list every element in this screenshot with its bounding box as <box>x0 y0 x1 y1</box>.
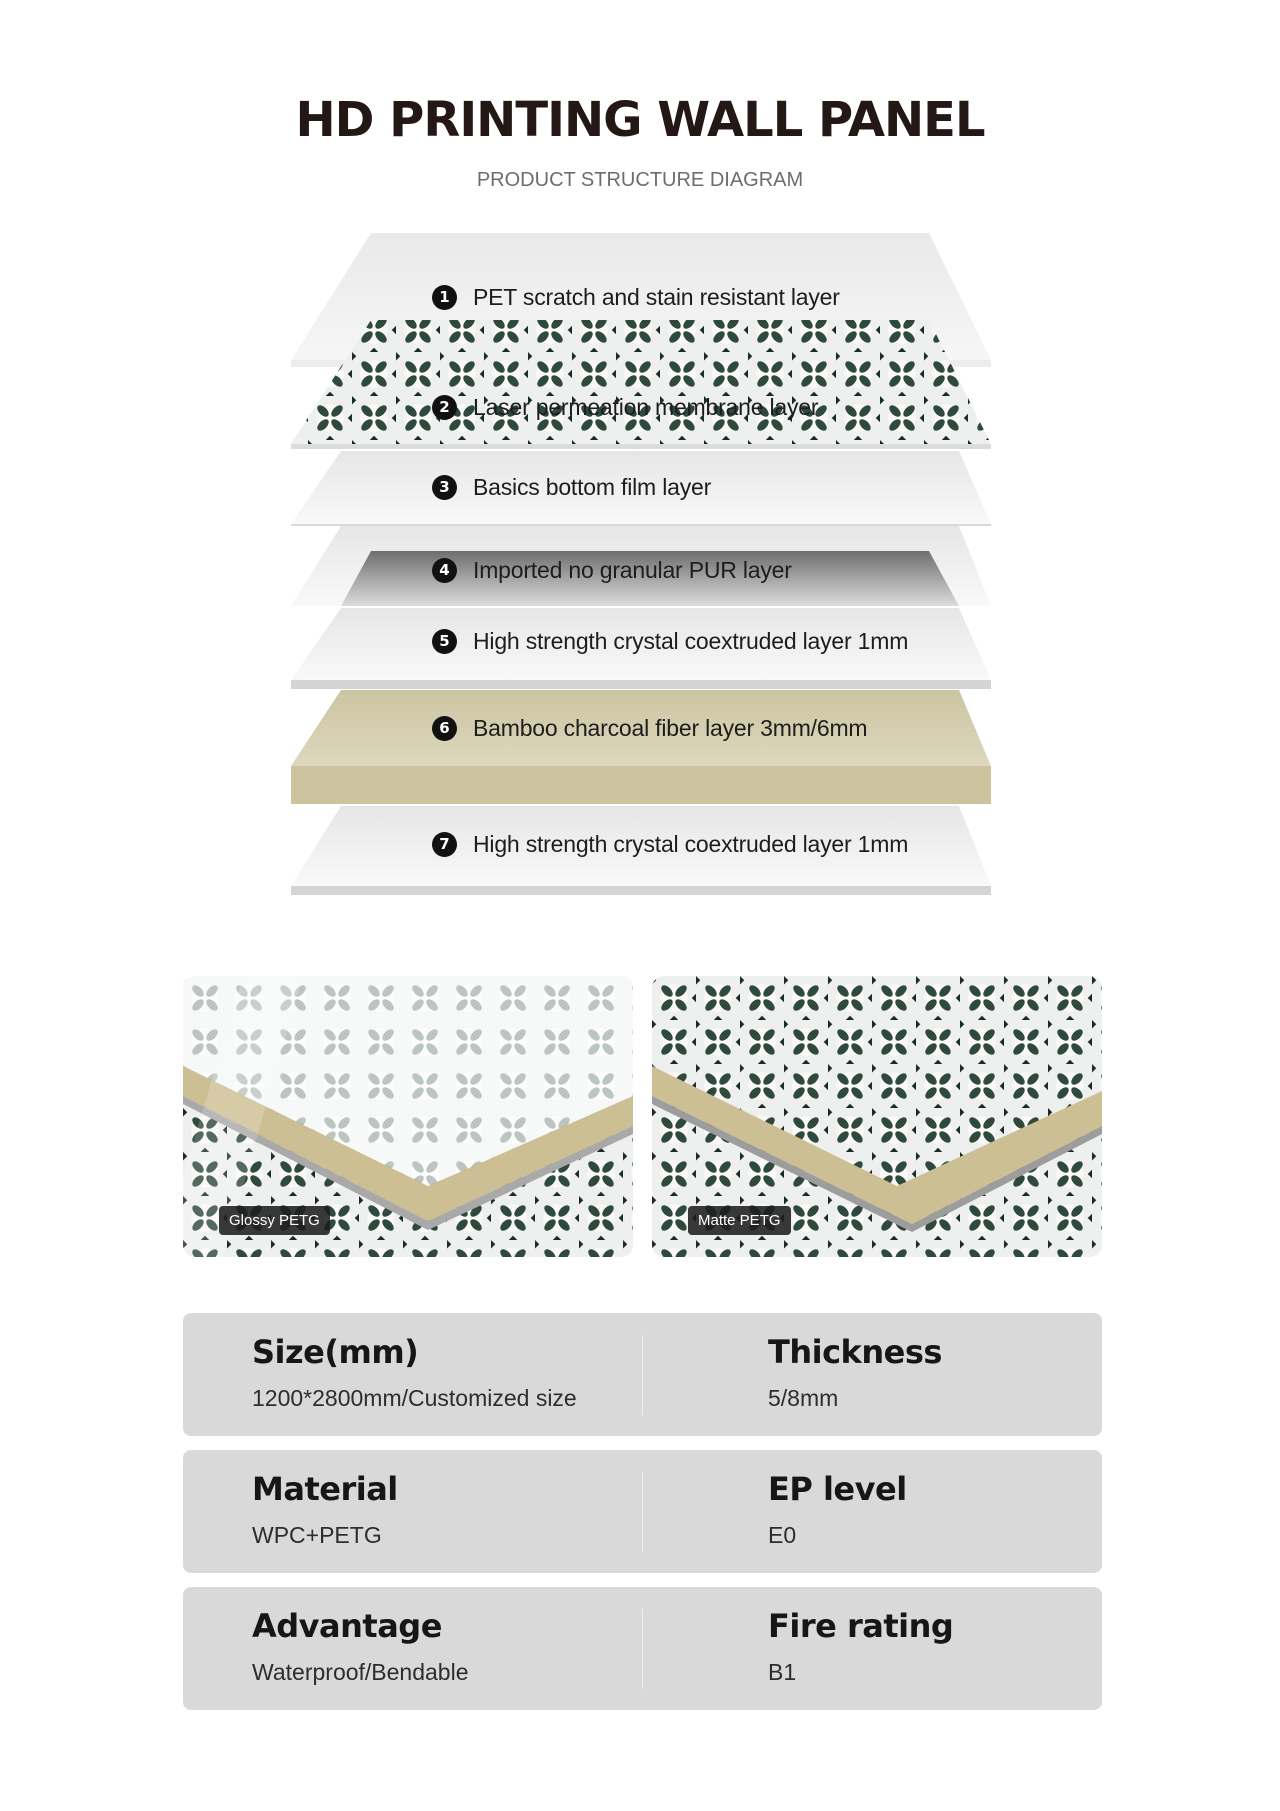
spec-divider <box>642 1609 643 1689</box>
spec-cell <box>768 1333 942 1412</box>
spec-row <box>183 1587 1102 1710</box>
layer-label <box>432 472 711 502</box>
spec-divider <box>642 1335 643 1415</box>
spec-cell <box>252 1607 469 1686</box>
layer-label <box>432 713 867 743</box>
layer-number-badge: 1 <box>432 285 457 310</box>
layer-label-text: Imported no granular PUR layer <box>473 556 792 583</box>
layer-2-film <box>291 320 991 444</box>
spec-value: E0 <box>768 1522 797 1548</box>
layer-label-text: Bamboo charcoal fiber layer 3mm/6mm <box>473 714 868 741</box>
layer-label-text: High strength crystal coextruded layer 1mm <box>473 830 909 857</box>
layer-label <box>432 829 908 859</box>
finish-tag: Glossy PETG <box>219 1206 330 1235</box>
layer-label <box>432 626 908 656</box>
spec-cell <box>252 1470 398 1549</box>
spec-key: Thickness <box>768 1333 942 1371</box>
layer-number-badge: 7 <box>432 832 457 857</box>
spec-key: Advantage <box>252 1607 442 1645</box>
spec-key: Fire rating <box>768 1607 954 1645</box>
spec-cell <box>768 1607 953 1686</box>
page-title: HD PRINTING WALL PANEL <box>295 92 985 148</box>
layer-label-text: PET scratch and stain resistant layer <box>473 283 840 310</box>
layer-label <box>432 555 792 585</box>
layer-number-badge: 6 <box>432 716 457 741</box>
spec-value: 1200*2800mm/Customized size <box>252 1385 577 1411</box>
spec-value: 5/8mm <box>768 1385 839 1411</box>
spec-value: B1 <box>768 1659 797 1685</box>
layer-label <box>432 392 818 422</box>
spec-key: Size(mm) <box>252 1333 419 1371</box>
spec-key: EP level <box>768 1470 907 1508</box>
spec-key: Material <box>252 1470 398 1508</box>
spec-value: Waterproof/Bendable <box>252 1659 469 1685</box>
spec-value: WPC+PETG <box>252 1522 382 1548</box>
spec-cell <box>768 1470 907 1549</box>
spec-row <box>183 1313 1102 1436</box>
matte-finish-photo <box>652 976 1102 1257</box>
layer-number-badge: 3 <box>432 475 457 500</box>
layer-number-badge: 4 <box>432 558 457 583</box>
layer-label-text: Basics bottom film layer <box>473 473 712 500</box>
spec-row <box>183 1450 1102 1573</box>
layer-number-badge: 5 <box>432 629 457 654</box>
glossy-finish-photo <box>183 976 633 1257</box>
layer-number-badge: 2 <box>432 395 457 420</box>
finish-tag: Matte PETG <box>688 1206 791 1235</box>
spec-divider <box>642 1472 643 1552</box>
layer-label-text: High strength crystal coextruded layer 1mm <box>473 627 909 654</box>
page-subtitle: PRODUCT STRUCTURE DIAGRAM <box>476 169 804 191</box>
layer-label-text: Laser permeation membrane layer <box>473 393 819 420</box>
layer-label <box>432 282 840 312</box>
spec-cell <box>252 1333 577 1412</box>
